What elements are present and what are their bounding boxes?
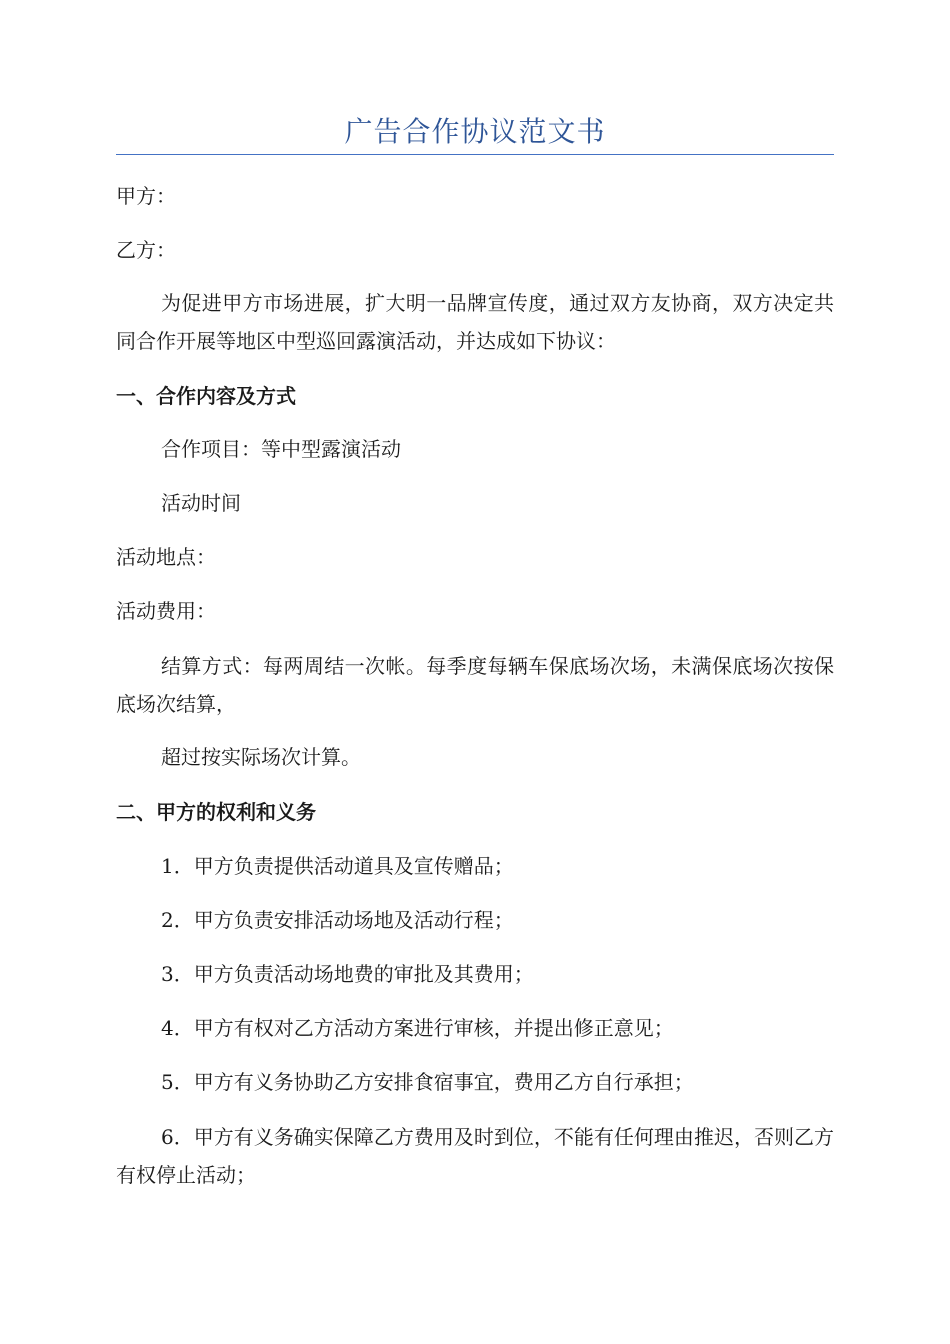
party-a-duty-6: 6．甲方有义务确实保障乙方费用及时到位，不能有任何理由推迟，否则乙方有权停止活动； bbox=[116, 1125, 834, 1187]
section-2-heading: 二、甲方的权利和义务 bbox=[116, 800, 316, 824]
excess-calculation: 超过按实际场次计算。 bbox=[161, 745, 361, 769]
intro-paragraph: 为促进甲方市场进展，扩大明一品牌宣传度，通过双方友协商，双方决定共同合作开展等地区中型巡回露演活动，并达成如下协议： bbox=[116, 291, 834, 353]
party-b-label: 乙方： bbox=[116, 238, 176, 262]
party-a-duty-4: 4．甲方有权对乙方活动方案进行审核，并提出修正意见； bbox=[161, 1016, 674, 1040]
party-a-duty-1: 1．甲方负责提供活动道具及宣传赠品； bbox=[161, 854, 514, 878]
activity-location: 活动地点： bbox=[116, 545, 216, 569]
party-a-duty-2: 2．甲方负责安排活动场地及活动行程； bbox=[161, 908, 514, 932]
party-a-duty-5: 5．甲方有义务协助乙方安排食宿事宜，费用乙方自行承担； bbox=[161, 1070, 694, 1094]
activity-time: 活动时间 bbox=[161, 491, 241, 515]
activity-cost: 活动费用： bbox=[116, 599, 216, 623]
title-underline bbox=[116, 154, 834, 155]
party-a-duty-3: 3．甲方负责活动场地费的审批及其费用； bbox=[161, 962, 534, 986]
section-1-heading: 一、合作内容及方式 bbox=[116, 384, 296, 408]
party-a-label: 甲方： bbox=[116, 184, 176, 208]
settlement-paragraph: 结算方式：每两周结一次帐。每季度每辆车保底场次场，未满保底场次按保底场次结算， bbox=[116, 654, 834, 716]
document-title: 广告合作协议范文书 bbox=[344, 115, 606, 148]
cooperation-project: 合作项目：等中型露演活动 bbox=[161, 437, 401, 461]
